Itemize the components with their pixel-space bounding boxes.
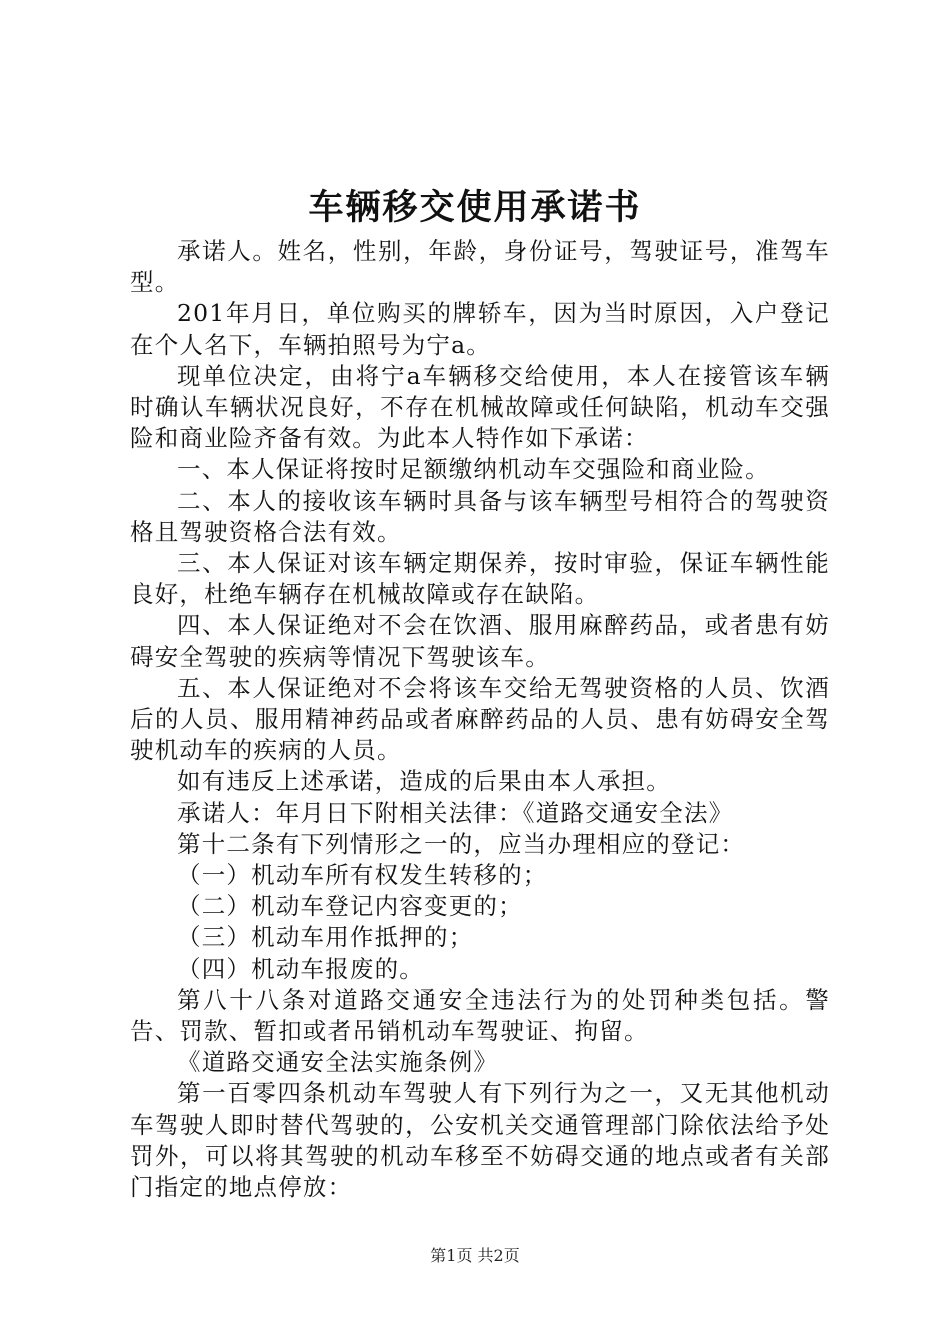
- paragraph-signature-law: 承诺人：年月日下附相关法律：《道路交通安全法》: [177, 798, 734, 827]
- paragraph-promise-1: 一、本人保证将按时足额缴纳机动车交强险和商业险。: [177, 455, 770, 484]
- paragraph-article-12: 第十二条有下列情形之一的，应当办理相应的登记：: [177, 829, 746, 858]
- paragraph-item-3: （三）机动车用作抵押的；: [177, 923, 474, 952]
- paragraph-promise-5: 五、本人保证绝对不会将该车交给无驾驶资格的人员、饮酒后的人员、服用精神药品或者麻醉药品的人员、患有妨碍安全驾驶机动车的疾病的人员。: [130, 673, 830, 765]
- paragraph-item-1: （一）机动车所有权发生转移的；: [177, 861, 548, 890]
- document-body: [130, 236, 830, 1203]
- paragraph-transfer: 现单位决定，由将宁a车辆移交给使用，本人在接管该车辆时确认车辆状况良好，不存在机械故障或任何缺陷，机动车交强险和商业险齐备有效。为此本人特作如下承诺：: [130, 361, 830, 453]
- paragraph-promise-2: 二、本人的接收该车辆时具备与该车辆型号相符合的驾驶资格且驾驶资格合法有效。: [130, 486, 830, 546]
- paragraph-promisor-info: 承诺人。姓名，性别，年龄，身份证号，驾驶证号，准驾车型。: [130, 237, 830, 297]
- paragraph-article-88: 第八十八条对道路交通安全违法行为的处罚种类包括。警告、罚款、暂扣或者吊销机动车驾驶证、拘留。: [130, 985, 830, 1046]
- paragraph-promise-3: 三、本人保证对该车辆定期保养，按时审验，保证车辆性能良好，杜绝车辆存在机械故障或存在缺陷。: [130, 549, 830, 609]
- paragraph-promise-4: 四、本人保证绝对不会在饮酒、服用麻醉药品，或者患有妨碍安全驾驶的疾病等情况下驾驶该车。: [130, 611, 830, 671]
- paragraph-item-4: （四）机动车报废的。: [177, 954, 424, 983]
- paragraph-article-104: 第一百零四条机动车驾驶人有下列行为之一，又无其他机动车驾驶人即时替代驾驶的，公安机关交通管理部门除依法给予处罚外，可以将其驾驶的机动车移至不妨碍交通的地点或者有关部门指定的地点停放：: [130, 1079, 830, 1202]
- paragraph-purchase: 201年月日，单位购买的牌轿车，因为当时原因，入户登记在个人名下，车辆拍照号为宁a。: [130, 299, 830, 359]
- page-footer: 第1页 共2页: [430, 1246, 520, 1265]
- paragraph-liability: 如有违反上述承诺，造成的后果由本人承担。: [177, 767, 671, 796]
- document-title: 车辆移交使用承诺书: [308, 187, 642, 228]
- paragraph-regulation-title: 《道路交通安全法实施条例》: [177, 1048, 499, 1077]
- paragraph-item-2: （二）机动车登记内容变更的；: [177, 892, 523, 921]
